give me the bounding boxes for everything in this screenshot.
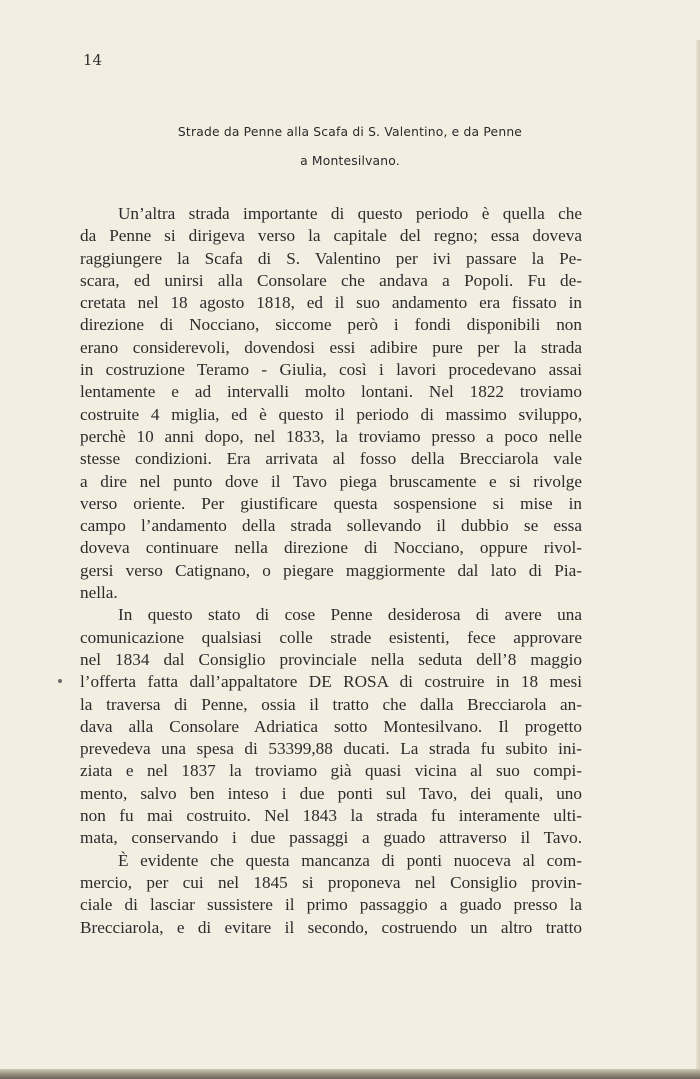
text-line: mento, salvo ben inteso i due ponti sul Tavo, dei quali, uno <box>80 783 582 803</box>
text-line: mata, conservando i due passaggi a guado attraverso il Tavo. <box>80 828 582 848</box>
text-line: comunicazione qualsiasi colle strade esistenti, fece approvare <box>80 627 582 647</box>
text-line: doveva continuare nella direzione di Nocciano, oppure rivol- <box>80 538 582 558</box>
scan-bottom-border <box>0 1069 700 1079</box>
text-line: raggiungere la Scafa di S. Valentino per ivi passare la Pe- <box>80 248 582 268</box>
text-line: gersi verso Catignano, o piegare maggiormente dal lato di Pia- <box>80 560 582 580</box>
text-line: scara, ed unirsi alla Consolare che andava a Popoli. Fu de- <box>80 270 582 290</box>
section-heading-line-2: a Montesilvano. <box>300 154 400 168</box>
text-line: È evidente che questa mancanza di ponti nuoceva al com- <box>118 850 582 870</box>
text-line: prevedeva una spesa di 53399,88 ducati. La strada fu subito ini- <box>80 739 582 759</box>
text-line: lentamente e ad intervalli molto lontani. Nel 1822 troviamo <box>80 382 582 402</box>
text-line: cretata nel 18 agosto 1818, ed il suo andamento era fissato in <box>80 293 582 313</box>
margin-mark <box>58 679 62 683</box>
text-line: costruite 4 miglia, ed è questo il periodo di massimo sviluppo, <box>80 404 582 424</box>
text-line: verso oriente. Per giustificare questa sospensione si mise in <box>80 493 582 513</box>
page-number: 14 <box>83 51 103 69</box>
page-edge-shadow <box>696 40 700 1070</box>
text-line: la traversa di Penne, ossia il tratto che dalla Brecciarola an- <box>80 694 582 714</box>
text-line: in costruzione Teramo - Giulia, così i lavori procedevano assai <box>80 360 582 380</box>
text-line: Un’altra strada importante di questo periodo è quella che <box>118 204 582 223</box>
text-line: non fu mai costruito. Nel 1843 la strada fu interamente ulti- <box>80 806 582 826</box>
text-line: In questo stato di cose Penne desiderosa di avere una <box>118 605 582 625</box>
text-line: a dire nel punto dove il Tavo piega bruscamente e si rivolge <box>80 471 582 491</box>
body-text <box>80 203 582 939</box>
text-line: nella. <box>80 583 118 603</box>
section-heading-line-1: Strade da Penne alla Scafa di S. Valentino, e da Penne <box>177 125 523 139</box>
text-line: nel 1834 dal Consiglio provinciale nella seduta dell’8 maggio <box>80 649 582 669</box>
text-line: stesse condizioni. Era arrivata al fosso della Brecciarola vale <box>80 449 582 469</box>
text-line: campo l’andamento della strada sollevando il dubbio se essa <box>80 516 582 536</box>
text-line: perchè 10 anni dopo, nel 1833, la troviamo presso a poco nelle <box>80 426 582 446</box>
text-line: ciale di lasciar sussistere il primo passaggio a guado presso la <box>80 895 582 915</box>
text-line: ziata e nel 1837 la troviamo già quasi vicina al suo compi- <box>80 761 582 781</box>
text-line: mercio, per cui nel 1845 si proponeva nel Consiglio provin- <box>80 872 582 892</box>
text-line: erano considerevoli, dovendosi essi adibire pure per la strada <box>80 337 582 357</box>
text-line: l’offerta fatta dall’appaltatore DE ROSA di costruire in 18 mesi <box>80 672 582 692</box>
text-line: direzione di Nocciano, siccome però i fondi disponibili non <box>80 315 582 335</box>
text-line: da Penne si dirigeva verso la capitale del regno; essa doveva <box>80 226 582 246</box>
section-heading <box>80 118 620 176</box>
text-line: Brecciarola, e di evitare il secondo, costruendo un altro tratto <box>80 917 582 937</box>
text-line: dava alla Consolare Adriatica sotto Montesilvano. Il progetto <box>80 716 582 736</box>
